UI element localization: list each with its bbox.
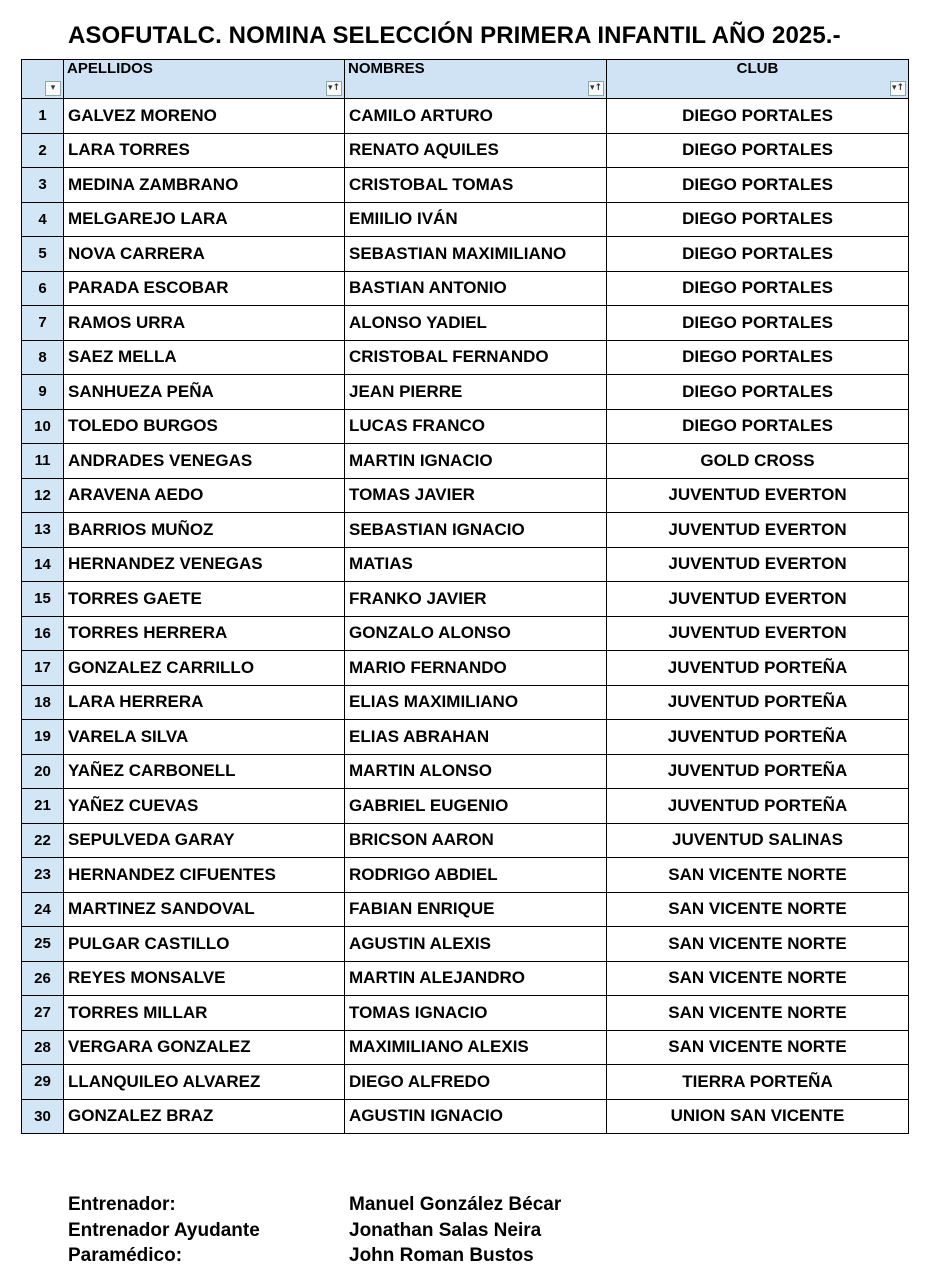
roster-table [21,59,909,1134]
table-row [22,996,909,1031]
table-row [22,685,909,720]
row-number-cell[interactable]: 6 [22,271,64,306]
table-row [22,478,909,513]
table-header-row [22,60,909,99]
row-number-cell[interactable]: 26 [22,961,64,996]
sort-filter-icon[interactable]: ▾↑ [326,81,342,96]
club-cell[interactable]: DIEGO PORTALES [607,168,909,203]
table-row [22,133,909,168]
table-row [22,444,909,479]
roster-body [22,99,909,1134]
nombres-cell[interactable]: SEBASTIAN IGNACIO [345,513,607,548]
club-cell[interactable]: JUVENTUD EVERTON [607,582,909,617]
table-row [22,513,909,548]
row-number-cell[interactable]: 19 [22,720,64,755]
club-cell[interactable]: SAN VICENTE NORTE [607,927,909,962]
apellidos-cell[interactable]: GONZALEZ BRAZ [64,1099,345,1134]
club-cell[interactable]: JUVENTUD PORTEÑA [607,720,909,755]
club-cell[interactable]: JUVENTUD EVERTON [607,478,909,513]
apellidos-cell[interactable]: PULGAR CASTILLO [64,927,345,962]
club-cell[interactable]: JUVENTUD EVERTON [607,513,909,548]
apellidos-cell[interactable]: ARAVENA AEDO [64,478,345,513]
table-row [22,789,909,824]
nombres-cell[interactable]: MARTIN ALONSO [345,754,607,789]
nombres-cell[interactable]: MARTIN IGNACIO [345,444,607,479]
apellidos-cell[interactable]: YAÑEZ CARBONELL [64,754,345,789]
row-number-cell[interactable]: 17 [22,651,64,686]
row-number-cell[interactable]: 15 [22,582,64,617]
club-cell[interactable]: TIERRA PORTEÑA [607,1065,909,1100]
club-cell[interactable]: DIEGO PORTALES [607,271,909,306]
table-row [22,582,909,617]
nombres-cell[interactable]: ALONSO YADIEL [345,306,607,341]
row-number-cell[interactable]: 20 [22,754,64,789]
nombres-cell[interactable]: ELIAS ABRAHAN [345,720,607,755]
club-cell[interactable]: JUVENTUD SALINAS [607,823,909,858]
table-row [22,547,909,582]
row-number-cell[interactable]: 13 [22,513,64,548]
apellidos-cell[interactable]: BARRIOS MUÑOZ [64,513,345,548]
apellidos-cell[interactable]: MEDINA ZAMBRANO [64,168,345,203]
row-number-cell[interactable]: 21 [22,789,64,824]
apellidos-cell[interactable]: SANHUEZA PEÑA [64,375,345,410]
row-number-cell[interactable]: 4 [22,202,64,237]
apellidos-cell[interactable]: PARADA ESCOBAR [64,271,345,306]
column-header-index [22,60,64,99]
column-header-apellidos [64,60,345,99]
nombres-cell[interactable]: ELIAS MAXIMILIANO [345,685,607,720]
club-cell[interactable]: JUVENTUD EVERTON [607,616,909,651]
table-row [22,892,909,927]
staff-name: John Roman Bustos [349,1245,534,1266]
nombres-cell[interactable]: MARTIN ALEJANDRO [345,961,607,996]
apellidos-cell[interactable]: HERNANDEZ VENEGAS [64,547,345,582]
club-cell[interactable]: DIEGO PORTALES [607,133,909,168]
table-row [22,340,909,375]
nombres-cell[interactable]: CRISTOBAL FERNANDO [345,340,607,375]
club-cell[interactable]: SAN VICENTE NORTE [607,996,909,1031]
row-number-cell[interactable]: 12 [22,478,64,513]
nombres-cell[interactable]: GONZALO ALONSO [345,616,607,651]
club-cell[interactable]: UNION SAN VICENTE [607,1099,909,1134]
club-cell[interactable]: JUVENTUD PORTEÑA [607,651,909,686]
table-row [22,1065,909,1100]
club-cell[interactable]: JUVENTUD PORTEÑA [607,754,909,789]
row-number-cell[interactable]: 22 [22,823,64,858]
row-number-cell[interactable]: 29 [22,1065,64,1100]
row-number-cell[interactable]: 7 [22,306,64,341]
table-row [22,720,909,755]
table-row [22,754,909,789]
staff-role: Entrenador: [68,1194,176,1215]
filter-dropdown-icon[interactable]: ▾ [45,81,61,96]
apellidos-cell[interactable]: MARTINEZ SANDOVAL [64,892,345,927]
table-row [22,858,909,893]
apellidos-cell[interactable]: TORRES HERRERA [64,616,345,651]
apellidos-cell[interactable]: REYES MONSALVE [64,961,345,996]
row-number-cell[interactable]: 25 [22,927,64,962]
table-row [22,306,909,341]
row-number-cell[interactable]: 16 [22,616,64,651]
table-row [22,1030,909,1065]
apellidos-cell[interactable]: GONZALEZ CARRILLO [64,651,345,686]
row-number-cell[interactable]: 1 [22,99,64,134]
apellidos-cell[interactable]: MELGAREJO LARA [64,202,345,237]
nombres-cell[interactable]: BASTIAN ANTONIO [345,271,607,306]
club-cell[interactable]: DIEGO PORTALES [607,237,909,272]
row-number-cell[interactable]: 3 [22,168,64,203]
club-cell[interactable]: SAN VICENTE NORTE [607,1030,909,1065]
club-cell[interactable]: JUVENTUD PORTEÑA [607,789,909,824]
column-header-nombres-label: NOMBRES [348,60,425,77]
row-number-cell[interactable]: 30 [22,1099,64,1134]
nombres-cell[interactable]: AGUSTIN ALEXIS [345,927,607,962]
table-row [22,271,909,306]
nombres-cell[interactable]: FABIAN ENRIQUE [345,892,607,927]
nombres-cell[interactable]: DIEGO ALFREDO [345,1065,607,1100]
nombres-cell[interactable]: CAMILO ARTURO [345,99,607,134]
club-cell[interactable]: DIEGO PORTALES [607,409,909,444]
nombres-cell[interactable]: AGUSTIN IGNACIO [345,1099,607,1134]
nombres-cell[interactable]: JEAN PIERRE [345,375,607,410]
apellidos-cell[interactable]: VARELA SILVA [64,720,345,755]
apellidos-cell[interactable]: NOVA CARRERA [64,237,345,272]
club-cell[interactable]: JUVENTUD EVERTON [607,547,909,582]
table-row [22,927,909,962]
club-cell[interactable]: SAN VICENTE NORTE [607,892,909,927]
nombres-cell[interactable]: CRISTOBAL TOMAS [345,168,607,203]
club-cell[interactable]: DIEGO PORTALES [607,202,909,237]
table-row [22,168,909,203]
nombres-cell[interactable]: TOMAS JAVIER [345,478,607,513]
club-cell[interactable]: JUVENTUD PORTEÑA [607,685,909,720]
table-row [22,237,909,272]
table-row [22,651,909,686]
nombres-cell[interactable]: MARIO FERNANDO [345,651,607,686]
nombres-cell[interactable]: MATIAS [345,547,607,582]
row-number-cell[interactable]: 23 [22,858,64,893]
nombres-cell[interactable]: LUCAS FRANCO [345,409,607,444]
apellidos-cell[interactable]: LLANQUILEO ALVAREZ [64,1065,345,1100]
staff-role: Paramédico: [68,1245,183,1266]
page-title: ASOFUTALC. NOMINA SELECCIÓN PRIMERA INFANTIL AÑO 2025.- [68,22,841,49]
apellidos-cell[interactable]: VERGARA GONZALEZ [64,1030,345,1065]
apellidos-cell[interactable]: SEPULVEDA GARAY [64,823,345,858]
club-cell[interactable]: DIEGO PORTALES [607,306,909,341]
club-cell[interactable]: SAN VICENTE NORTE [607,858,909,893]
sort-filter-icon[interactable]: ▾↑ [890,81,906,96]
table-row [22,823,909,858]
club-cell[interactable]: GOLD CROSS [607,444,909,479]
club-cell[interactable]: DIEGO PORTALES [607,375,909,410]
column-header-club [607,60,909,99]
row-number-cell[interactable]: 10 [22,409,64,444]
table-row [22,1099,909,1134]
nombres-cell[interactable]: RODRIGO ABDIEL [345,858,607,893]
nombres-cell[interactable]: SEBASTIAN MAXIMILIANO [345,237,607,272]
staff-name: Manuel González Bécar [349,1194,562,1215]
table-row [22,961,909,996]
apellidos-cell[interactable]: TORRES MILLAR [64,996,345,1031]
club-cell[interactable]: DIEGO PORTALES [607,340,909,375]
nombres-cell[interactable]: FRANKO JAVIER [345,582,607,617]
apellidos-cell[interactable]: LARA TORRES [64,133,345,168]
table-row [22,202,909,237]
apellidos-cell[interactable]: ANDRADES VENEGAS [64,444,345,479]
row-number-cell[interactable]: 8 [22,340,64,375]
sort-filter-icon[interactable]: ▾↑ [588,81,604,96]
apellidos-cell[interactable]: TORRES GAETE [64,582,345,617]
table-row [22,99,909,134]
row-number-cell[interactable]: 9 [22,375,64,410]
row-number-cell[interactable]: 27 [22,996,64,1031]
column-header-club-label: CLUB [736,60,779,77]
nombres-cell[interactable]: GABRIEL EUGENIO [345,789,607,824]
row-number-cell[interactable]: 2 [22,133,64,168]
nombres-cell[interactable]: MAXIMILIANO ALEXIS [345,1030,607,1065]
apellidos-cell[interactable]: YAÑEZ CUEVAS [64,789,345,824]
nombres-cell[interactable]: EMIILIO IVÁN [345,202,607,237]
table-row [22,409,909,444]
apellidos-cell[interactable]: GALVEZ MORENO [64,99,345,134]
staff-role: Entrenador Ayudante [68,1219,260,1241]
club-cell[interactable]: SAN VICENTE NORTE [607,961,909,996]
row-number-cell[interactable]: 11 [22,444,64,479]
table-row [22,375,909,410]
row-number-cell[interactable]: 18 [22,685,64,720]
apellidos-cell[interactable]: RAMOS URRA [64,306,345,341]
staff-name: Jonathan Salas Neira [349,1219,542,1241]
table-row [22,616,909,651]
apellidos-cell[interactable]: LARA HERRERA [64,685,345,720]
row-number-cell[interactable]: 28 [22,1030,64,1065]
apellidos-cell[interactable]: SAEZ MELLA [64,340,345,375]
club-cell[interactable]: DIEGO PORTALES [607,99,909,134]
nombres-cell[interactable]: BRICSON AARON [345,823,607,858]
apellidos-cell[interactable]: HERNANDEZ CIFUENTES [64,858,345,893]
nombres-cell[interactable]: RENATO AQUILES [345,133,607,168]
column-header-nombres [345,60,607,99]
row-number-cell[interactable]: 24 [22,892,64,927]
row-number-cell[interactable]: 5 [22,237,64,272]
apellidos-cell[interactable]: TOLEDO BURGOS [64,409,345,444]
nombres-cell[interactable]: TOMAS IGNACIO [345,996,607,1031]
column-header-apellidos-label: APELLIDOS [67,60,153,77]
row-number-cell[interactable]: 14 [22,547,64,582]
